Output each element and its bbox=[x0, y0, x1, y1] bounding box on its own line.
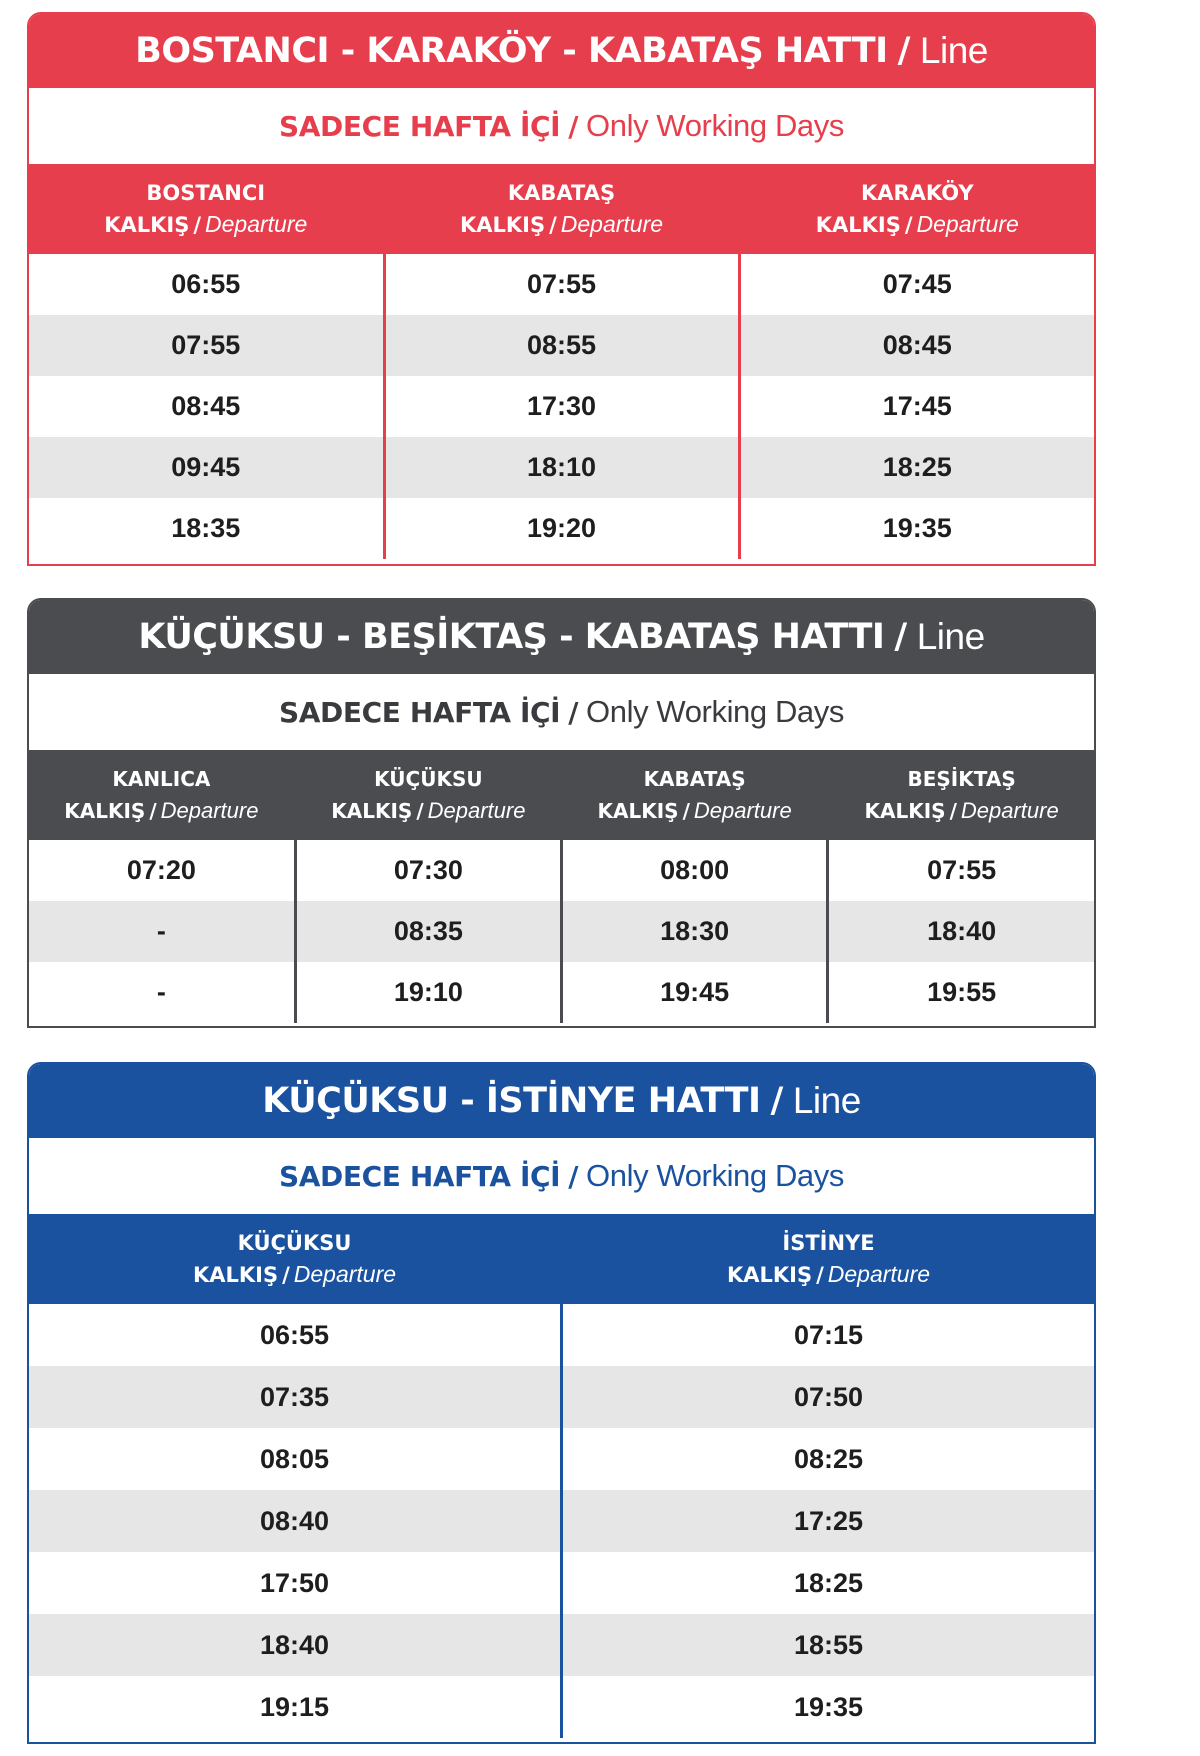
header-row bbox=[29, 1214, 1094, 1304]
route-title-tr: KÜÇÜKSU - BEŞİKTAŞ - KABATAŞ HATTI bbox=[138, 617, 885, 657]
station-name: BOSTANCI bbox=[146, 180, 266, 205]
departure-en-label: Departure bbox=[427, 797, 526, 823]
departure-time: 06:55 bbox=[29, 254, 384, 315]
column-header bbox=[295, 750, 561, 840]
departure-label bbox=[29, 1259, 560, 1291]
column-header bbox=[562, 750, 828, 840]
header-row bbox=[29, 750, 1094, 840]
route-title-en: Line bbox=[792, 1080, 861, 1121]
label-separator: / bbox=[682, 798, 690, 823]
departure-time: 09:45 bbox=[29, 437, 384, 498]
departure-time: 07:15 bbox=[562, 1304, 1095, 1366]
column-header bbox=[29, 164, 384, 254]
route-title-en: Line bbox=[916, 616, 985, 657]
station-name: KABATAŞ bbox=[507, 180, 616, 205]
departure-time: 07:35 bbox=[29, 1366, 562, 1428]
column-header bbox=[29, 1214, 562, 1304]
table-row bbox=[29, 498, 1094, 559]
departure-time: 17:25 bbox=[562, 1490, 1095, 1552]
title-separator: / bbox=[894, 617, 907, 657]
column-header bbox=[739, 164, 1094, 254]
column-header bbox=[384, 164, 739, 254]
station-name: KABATAŞ bbox=[643, 766, 746, 791]
departure-time: 18:25 bbox=[739, 437, 1094, 498]
route-subtitle bbox=[29, 88, 1094, 164]
departure-time: 08:40 bbox=[29, 1490, 562, 1552]
kalkis-label: KALKIŞ bbox=[331, 798, 413, 823]
table-row bbox=[29, 1552, 1094, 1614]
table-row bbox=[29, 376, 1094, 437]
kalkis-label: KALKIŞ bbox=[597, 798, 679, 823]
departure-time: 18:25 bbox=[562, 1552, 1095, 1614]
title-separator: / bbox=[897, 31, 910, 71]
departure-time: 19:10 bbox=[295, 962, 561, 1023]
departure-time: 08:25 bbox=[562, 1428, 1095, 1490]
table-row bbox=[29, 254, 1094, 315]
column-header bbox=[828, 750, 1094, 840]
table-row bbox=[29, 1428, 1094, 1490]
route-title-en: Line bbox=[919, 30, 988, 71]
departure-time: 18:10 bbox=[384, 437, 739, 498]
kalkis-label: KALKIŞ bbox=[459, 212, 546, 237]
departure-time: 18:55 bbox=[562, 1614, 1095, 1676]
header-row bbox=[29, 164, 1094, 254]
label-separator: / bbox=[282, 1262, 290, 1287]
departure-en-label: Departure bbox=[205, 210, 308, 237]
subtitle-separator: / bbox=[568, 109, 579, 143]
departure-time: 07:55 bbox=[828, 840, 1094, 901]
departure-time: 08:05 bbox=[29, 1428, 562, 1490]
departure-en-label: Departure bbox=[960, 797, 1059, 823]
departure-time: 07:55 bbox=[384, 254, 739, 315]
departure-en-label: Departure bbox=[916, 210, 1019, 237]
label-separator: / bbox=[816, 1262, 824, 1287]
departure-time: - bbox=[29, 901, 295, 962]
route-title bbox=[29, 600, 1094, 674]
departure-time: 17:45 bbox=[739, 376, 1094, 437]
departure-time: - bbox=[29, 962, 295, 1023]
departure-time: 19:20 bbox=[384, 498, 739, 559]
station-name: KÜÇÜKSU bbox=[374, 766, 483, 791]
departure-time: 19:15 bbox=[29, 1676, 562, 1738]
schedule-table bbox=[29, 750, 1094, 1023]
route-card-bostanci-karakoy-kabatas bbox=[27, 12, 1096, 566]
departure-label bbox=[29, 795, 294, 827]
kalkis-label: KALKIŞ bbox=[104, 212, 190, 237]
label-separator: / bbox=[904, 212, 913, 237]
station-name: KÜÇÜKSU bbox=[237, 1230, 352, 1255]
column-header bbox=[29, 750, 295, 840]
column-header bbox=[562, 1214, 1095, 1304]
label-separator: / bbox=[149, 798, 157, 823]
table-row bbox=[29, 1304, 1094, 1366]
subtitle-tr: SADECE HAFTA İÇİ bbox=[279, 695, 561, 729]
departure-time: 19:45 bbox=[562, 962, 828, 1023]
table-row bbox=[29, 1366, 1094, 1428]
departure-en-label: Departure bbox=[693, 797, 792, 823]
label-separator: / bbox=[549, 212, 557, 237]
departure-time: 08:45 bbox=[739, 315, 1094, 376]
route-title bbox=[29, 1064, 1094, 1138]
departure-time: 18:35 bbox=[29, 498, 384, 559]
schedule-body bbox=[29, 1304, 1094, 1738]
table-row bbox=[29, 901, 1094, 962]
kalkis-label: KALKIŞ bbox=[864, 798, 946, 823]
table-row bbox=[29, 437, 1094, 498]
subtitle-separator: / bbox=[568, 1159, 579, 1193]
departure-time: 08:55 bbox=[384, 315, 739, 376]
subtitle-en: Only Working Days bbox=[586, 108, 844, 143]
kalkis-label: KALKIŞ bbox=[192, 1262, 279, 1287]
table-row bbox=[29, 315, 1094, 376]
route-title-tr: KÜÇÜKSU - İSTİNYE HATTI bbox=[262, 1081, 761, 1121]
station-name: BEŞİKTAŞ bbox=[907, 766, 1016, 791]
departure-time: 08:35 bbox=[295, 901, 561, 962]
route-card-kucuksu-istinye bbox=[27, 1062, 1096, 1744]
route-card-kucuksu-besiktas-kabatas bbox=[27, 598, 1096, 1028]
departure-label bbox=[297, 795, 560, 827]
departure-en-label: Departure bbox=[827, 1260, 931, 1287]
departure-en-label: Departure bbox=[560, 210, 664, 237]
station-name: KANLICA bbox=[112, 766, 211, 791]
departure-time: 17:30 bbox=[384, 376, 739, 437]
kalkis-label: KALKIŞ bbox=[726, 1262, 813, 1287]
departure-label bbox=[829, 795, 1094, 827]
departure-label bbox=[386, 209, 738, 241]
station-name: KARAKÖY bbox=[860, 180, 974, 205]
route-subtitle bbox=[29, 1138, 1094, 1214]
departure-time: 19:35 bbox=[562, 1676, 1095, 1738]
route-title bbox=[29, 14, 1094, 88]
departure-time: 17:50 bbox=[29, 1552, 562, 1614]
label-separator: / bbox=[416, 798, 424, 823]
subtitle-tr: SADECE HAFTA İÇİ bbox=[279, 109, 561, 143]
table-row bbox=[29, 1676, 1094, 1738]
departure-time: 07:50 bbox=[562, 1366, 1095, 1428]
departure-time: 07:20 bbox=[29, 840, 295, 901]
route-subtitle bbox=[29, 674, 1094, 750]
departure-label bbox=[563, 1259, 1094, 1291]
table-row bbox=[29, 1490, 1094, 1552]
table-row bbox=[29, 840, 1094, 901]
subtitle-en: Only Working Days bbox=[586, 1158, 844, 1193]
departure-time: 08:45 bbox=[29, 376, 384, 437]
label-separator: / bbox=[949, 798, 957, 823]
table-row bbox=[29, 962, 1094, 1023]
kalkis-label: KALKIŞ bbox=[815, 212, 901, 237]
label-separator: / bbox=[193, 212, 201, 237]
departure-time: 18:40 bbox=[828, 901, 1094, 962]
schedule-body bbox=[29, 840, 1094, 1023]
departure-en-label: Departure bbox=[293, 1260, 397, 1287]
kalkis-label: KALKIŞ bbox=[64, 798, 146, 823]
departure-time: 06:55 bbox=[29, 1304, 562, 1366]
schedule-table bbox=[29, 164, 1094, 559]
departure-label bbox=[741, 209, 1095, 241]
departure-en-label: Departure bbox=[160, 797, 259, 823]
departure-time: 18:40 bbox=[29, 1614, 562, 1676]
schedule-body bbox=[29, 254, 1094, 559]
route-title-tr: BOSTANCI - KARAKÖY - KABATAŞ HATTI bbox=[135, 31, 888, 71]
departure-time: 19:55 bbox=[828, 962, 1094, 1023]
departure-time: 07:30 bbox=[295, 840, 561, 901]
subtitle-en: Only Working Days bbox=[586, 694, 844, 729]
subtitle-tr: SADECE HAFTA İÇİ bbox=[279, 1159, 561, 1193]
station-name: İSTİNYE bbox=[782, 1230, 875, 1255]
departure-time: 19:35 bbox=[739, 498, 1094, 559]
departure-time: 08:00 bbox=[562, 840, 828, 901]
departure-time: 07:45 bbox=[739, 254, 1094, 315]
departure-label bbox=[29, 209, 383, 241]
subtitle-separator: / bbox=[568, 695, 579, 729]
schedule-table bbox=[29, 1214, 1094, 1738]
title-separator: / bbox=[770, 1081, 783, 1121]
departure-time: 18:30 bbox=[562, 901, 828, 962]
departure-label bbox=[563, 795, 826, 827]
departure-time: 07:55 bbox=[29, 315, 384, 376]
table-row bbox=[29, 1614, 1094, 1676]
